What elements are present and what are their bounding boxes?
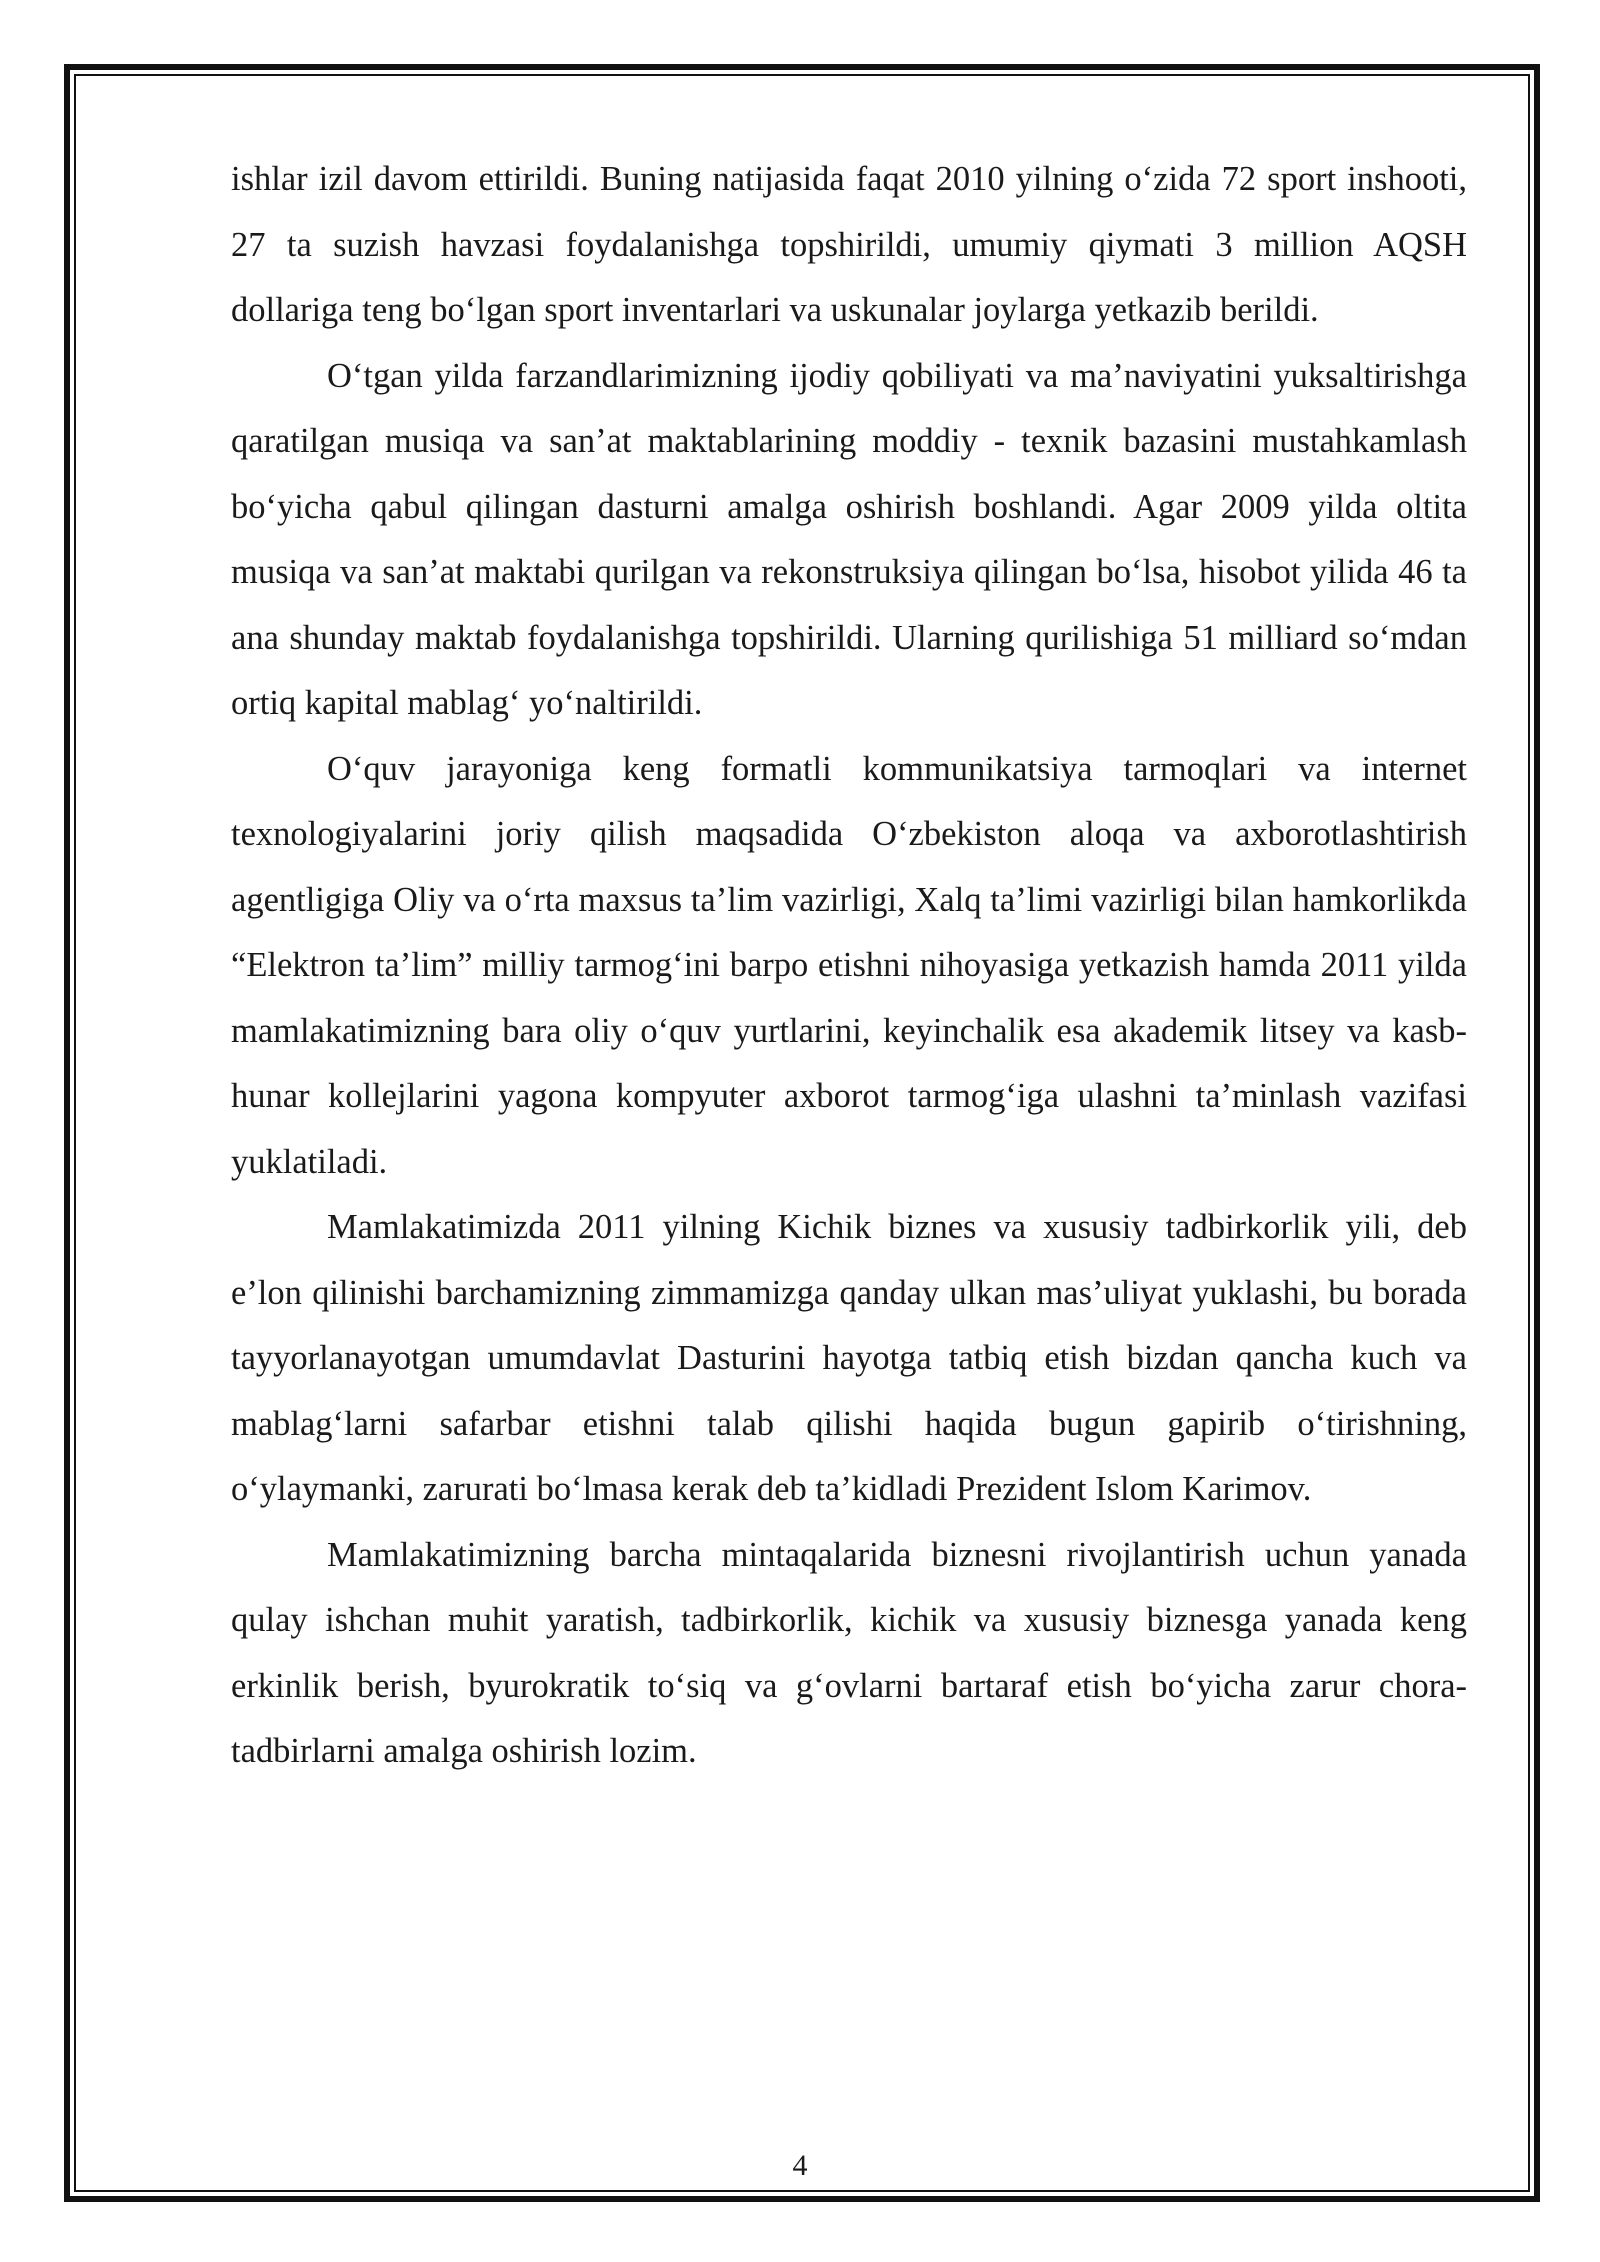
paragraph-music-schools: O‘tgan yilda farzandlarimizning ijodiy qobiliyati va ma’naviyatini yuksaltirishga qaratilgan musiqa va san’at maktablarining moddiy - texnik bazasini mustahkamlash bo‘yicha qabul qilingan dasturni amalga oshirish boshlandi. Agar 2009 yilda oltita musiqa va san’at maktabi qurilgan va rekonstruksiya qilingan bo‘lsa, hisobot yilida 46 ta ana shunday maktab foydalanishga topshirildi. Ularning qurilishiga 51 milliard so‘mdan ortiq kapital mablag‘ yo‘naltirildi. <box>231 356 1467 722</box>
paragraph-small-business-year: Mamlakatimizda 2011 yilning Kichik biznes va xususiy tadbirkorlik yili, deb e’lon qilinishi barchamizning zimmamizga qanday ulkan mas’uliyat yuklashi, bu borada tayyorlanayotgan umumdavlat Dasturini hayotga tatbiq etish bizdan qancha kuch va mablag‘larni safarbar etishni talab qilishi haqida bugun gapirib o‘tirishning, o‘ylaymanki, zarurati bo‘lmasa kerak deb ta’kidladi Prezident Islom Karimov. <box>231 1208 1467 1508</box>
paragraph-electronic-education: O‘quv jarayoniga keng formatli kommunikatsiya tarmoqlari va internet texnologiyalarini joriy qilish maqsadida O‘zbekiston aloqa va axborotlashtirish agentligiga Oliy va o‘rta maxsus ta’lim vazirligi, Xalq ta’limi vazirligi bilan hamkorlikda “Elektron ta’lim” milliy tarmog‘ini barpo etishni nihoyasiga yetkazish hamda 2011 yilda mamlakatimizning bara oliy o‘quv yurtlarini, keyinchalik esa akademik litsey va kasb- hunar kollejlarini yagona kompyuter axborot tarmog‘iga ulashni ta’minlash vazifasi yuklatiladi. <box>231 749 1467 1181</box>
paragraph-business-environment: Mamlakatimizning barcha mintaqalarida biznesni rivojlantirish uchun yanada qulay ishchan muhit yaratish, tadbirkorlik, kichik va xususiy biznesga yanada keng erkinlik berish, byurokratik to‘siq va g‘ovlarni bartaraf etish bo‘yicha zarur chora- tadbirlarni amalga oshirish lozim. <box>231 1535 1467 1770</box>
page-number: 4 <box>792 2149 808 2182</box>
document-body <box>231 147 1467 1785</box>
paragraph-continuation: ishlar izil davom ettirildi. Buning natijasida faqat 2010 yilning o‘zida 72 sport inshooti, 27 ta suzish havzasi foydalanishga topshirildi, umumiy qiymati 3 million AQSH dollariga teng bo‘lgan sport inventarlari va uskunalar joylarga yetkazib berildi. <box>231 160 1467 329</box>
